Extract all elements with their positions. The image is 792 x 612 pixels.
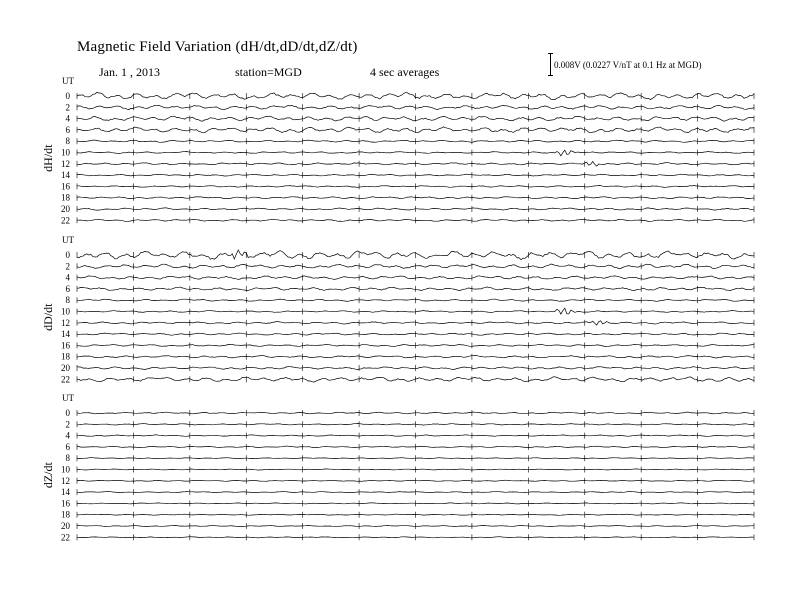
row-label: 20	[61, 363, 70, 373]
ut-axis-label: UT	[62, 393, 74, 403]
row-label: 16	[61, 498, 70, 509]
row-label: 12	[61, 317, 70, 328]
row-label: 6	[65, 441, 70, 452]
row-label: 14	[61, 170, 70, 181]
row-label: 18	[61, 351, 70, 362]
panel-1	[41, 235, 754, 384]
ut-axis-label: UT	[62, 235, 74, 245]
row-label: 6	[65, 283, 70, 294]
row-label: 0	[65, 408, 70, 418]
row-label: 0	[65, 91, 70, 101]
row-label: 14	[61, 487, 70, 498]
row-label: 8	[65, 453, 70, 464]
panel-0	[41, 76, 754, 225]
row-label: 4	[65, 113, 70, 124]
row-label: 4	[65, 272, 70, 283]
row-label: 22	[61, 215, 70, 226]
date-label: Jan. 1 , 2013	[99, 65, 160, 79]
row-label: 18	[61, 509, 70, 520]
row-label: 2	[65, 419, 70, 430]
scale-note: 0.008V (0.0227 V/nT at 0.1 Hz at MGD)	[554, 60, 702, 70]
row-label: 22	[61, 374, 70, 385]
row-label: 2	[65, 102, 70, 113]
row-label: 10	[61, 464, 70, 475]
panel-ylabel: dH/dt	[41, 144, 55, 172]
row-label: 16	[61, 340, 70, 351]
ut-axis-label: UT	[62, 76, 74, 86]
row-label: 12	[61, 158, 70, 169]
row-label: 14	[61, 329, 70, 340]
row-label: 6	[65, 124, 70, 135]
panel-2	[41, 393, 754, 542]
row-label: 8	[65, 136, 70, 147]
row-label: 22	[61, 532, 70, 543]
averaging-label: 4 sec averages	[370, 65, 440, 79]
row-label: 4	[65, 430, 70, 441]
row-label: 20	[61, 521, 70, 531]
panel-ylabel: dD/dt	[41, 303, 55, 331]
panel-ylabel: dZ/dt	[41, 462, 55, 489]
row-label: 0	[65, 250, 70, 260]
station-label: station=MGD	[235, 65, 302, 79]
row-label: 10	[61, 147, 70, 158]
row-label: 12	[61, 475, 70, 486]
row-label: 2	[65, 261, 70, 272]
row-label: 10	[61, 306, 70, 317]
row-label: 16	[61, 181, 70, 192]
chart-title: Magnetic Field Variation (dH/dt,dD/dt,dZ/dt)	[77, 39, 358, 55]
row-label: 8	[65, 295, 70, 306]
row-label: 18	[61, 192, 70, 203]
row-label: 20	[61, 204, 70, 214]
